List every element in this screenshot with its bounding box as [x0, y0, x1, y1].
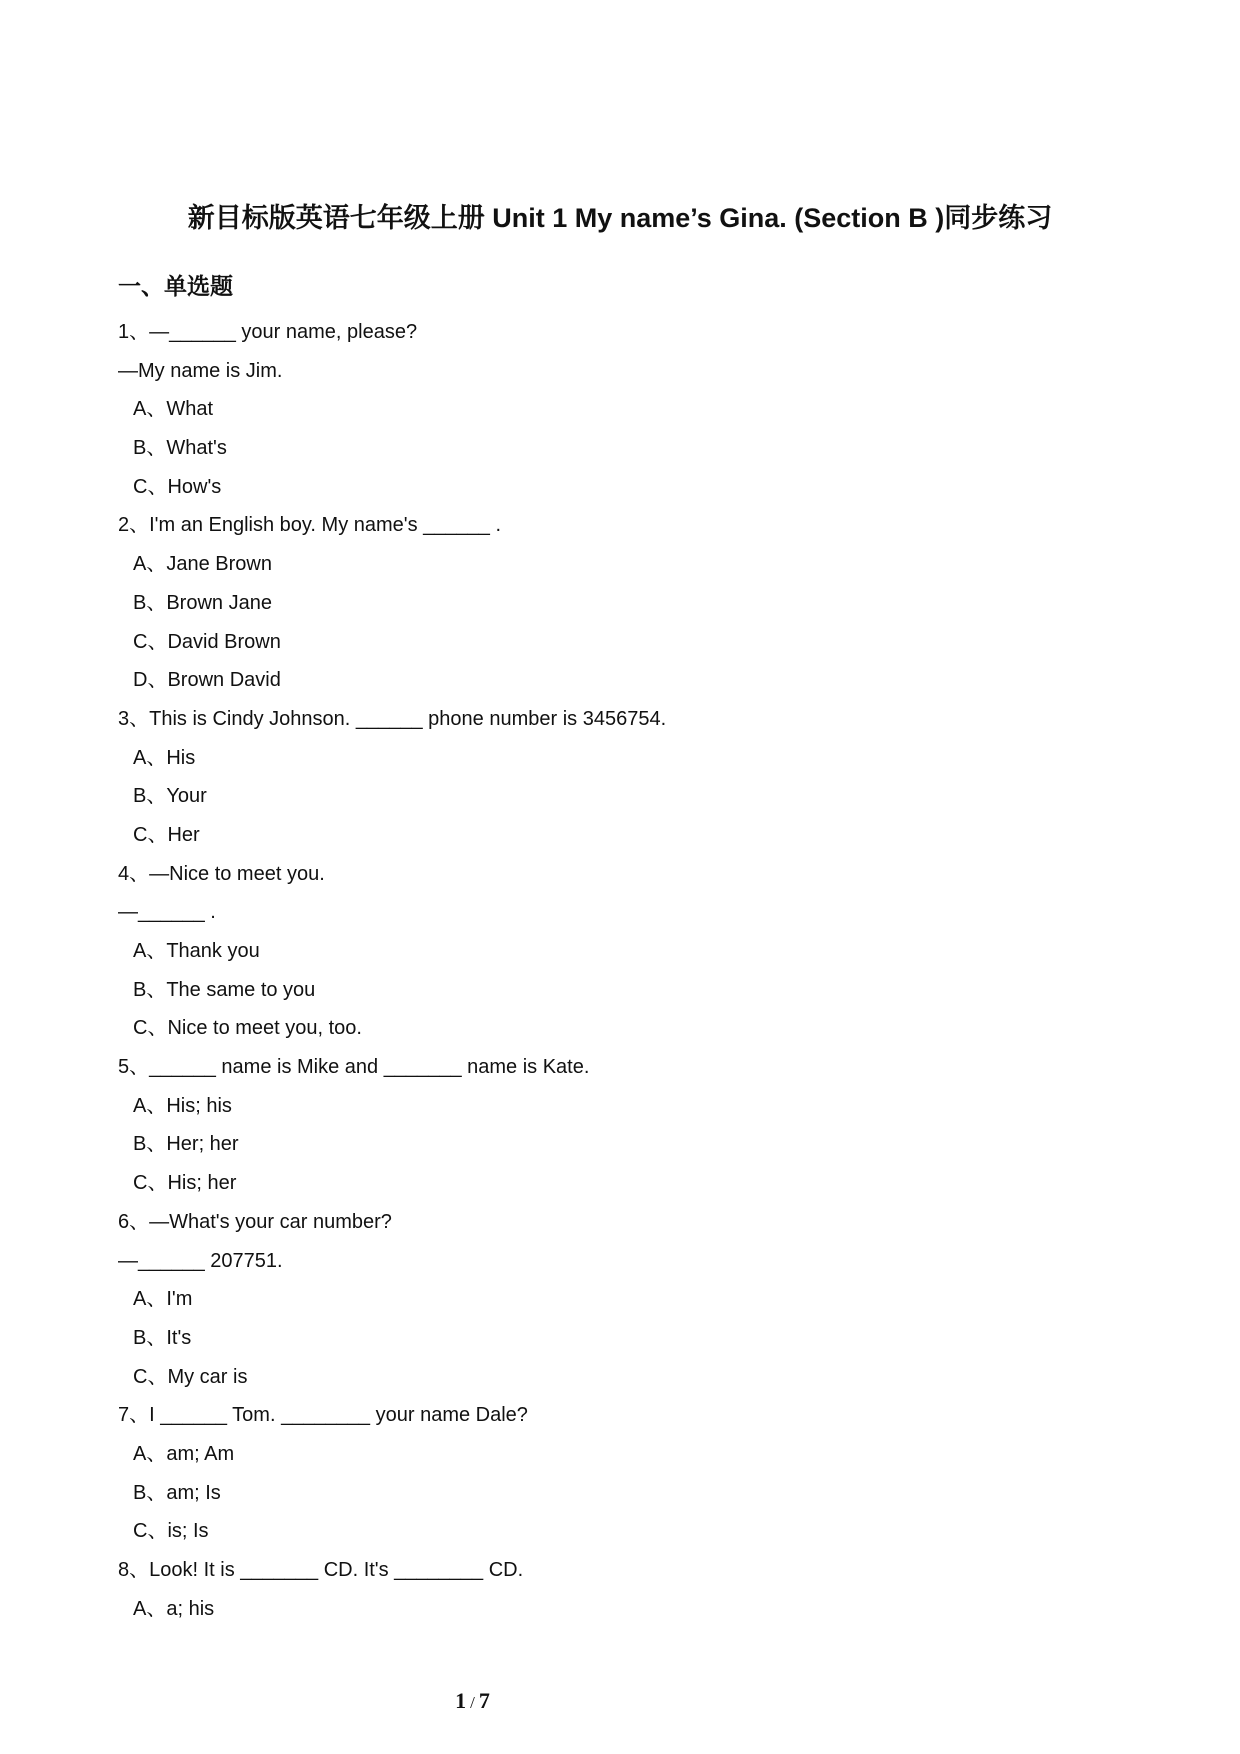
page-number-current: 1	[455, 1688, 467, 1713]
document-title: 新目标版英语七年级上册 Unit 1 My name’s Gina. (Section B )同步练习	[187, 203, 1053, 233]
page-number-separator: /	[470, 1693, 475, 1712]
question-2-option-d: D、Brown David	[133, 669, 281, 692]
question-8-option-a: A、a; his	[133, 1597, 215, 1620]
question-2-option-b: B、Brown Jane	[133, 591, 272, 614]
question-1	[118, 313, 1118, 506]
question-3-option-b: B、Your	[133, 785, 207, 808]
question-6-option-a: A、I'm	[133, 1288, 193, 1311]
question-5-option-b: B、Her; her	[133, 1133, 239, 1156]
question-4-option-a: A、Thank you	[133, 940, 260, 962]
question-7	[118, 1396, 1118, 1551]
question-5	[118, 1048, 1118, 1203]
question-6-stem: 6、—What's your car number?	[118, 1210, 392, 1233]
question-3	[118, 700, 1118, 855]
question-4-stem: 4、—Nice to meet you.	[118, 862, 325, 885]
question-1-dialogue: —My name is Jim.	[118, 359, 283, 382]
section-heading: 一、单选题	[118, 273, 233, 299]
question-7-option-b: B、am; Is	[133, 1481, 221, 1504]
question-2	[118, 506, 1118, 699]
question-6-option-b: B、It's	[133, 1326, 192, 1349]
question-4-dialogue: —______ .	[118, 901, 216, 924]
question-6-dialogue: —______ 207751.	[118, 1249, 283, 1272]
question-5-option-a: A、His; his	[133, 1094, 232, 1117]
page-number	[0, 1688, 945, 1714]
question-3-option-c: C、Her	[133, 823, 200, 846]
question-7-option-c: C、is; Is	[133, 1520, 209, 1543]
question-1-option-b: B、What's	[133, 437, 227, 460]
page-number-total: 7	[478, 1688, 490, 1713]
question-3-stem: 3、This is Cindy Johnson. ______ phone number is 3456754.	[118, 707, 667, 730]
question-6	[118, 1203, 1118, 1396]
question-5-stem: 5、______ name is Mike and _______ name is Kate.	[118, 1056, 590, 1079]
question-2-option-c: C、David Brown	[133, 630, 281, 653]
question-list	[118, 313, 1118, 1628]
question-7-stem: 7、I ______ Tom. ________ your name Dale?	[118, 1404, 528, 1427]
question-4	[118, 855, 1118, 1048]
question-4-option-c: C、Nice to meet you, too.	[133, 1017, 362, 1040]
question-1-option-a: A、What	[133, 398, 214, 421]
question-6-option-c: C、My car is	[133, 1365, 248, 1388]
question-5-option-c: C、His; her	[133, 1172, 237, 1195]
question-2-stem: 2、I'm an English boy. My name's ______ .	[118, 514, 502, 537]
question-1-option-c: C、How's	[133, 475, 222, 498]
question-8-stem: 8、Look! It is _______ CD. It's ________ CD.	[118, 1559, 524, 1581]
question-3-option-a: A、His	[133, 746, 196, 769]
question-4-option-b: B、The same to you	[133, 978, 316, 1001]
question-1-stem: 1、—______ your name, please?	[118, 321, 418, 343]
question-7-option-a: A、am; Am	[133, 1442, 235, 1465]
question-8	[118, 1551, 1118, 1628]
question-2-option-a: A、Jane Brown	[133, 553, 272, 576]
